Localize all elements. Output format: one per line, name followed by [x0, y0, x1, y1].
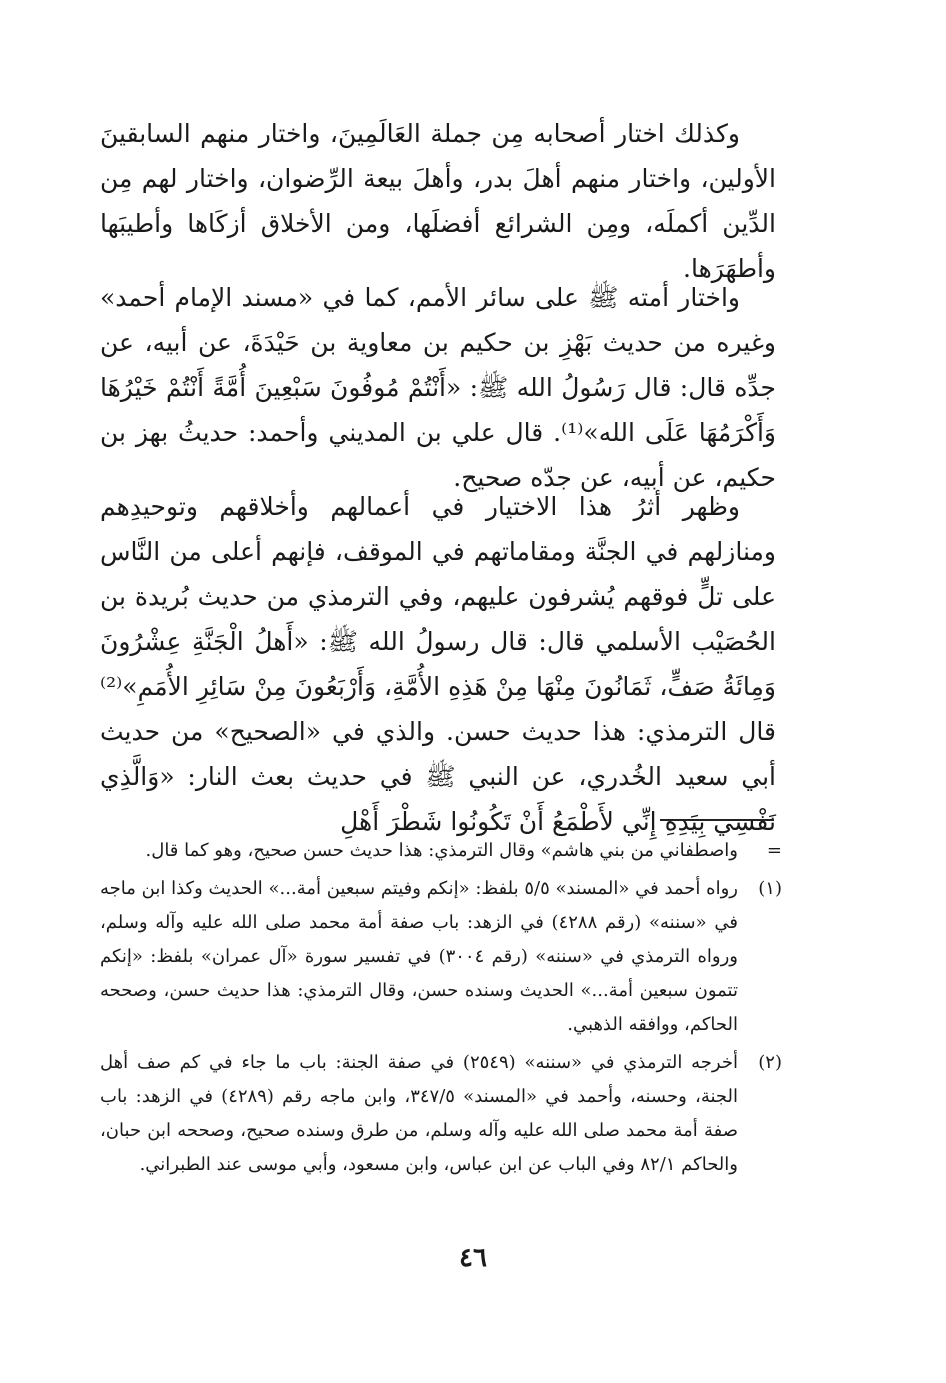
body-paragraph: [100, 275, 776, 500]
footnote-separator: [660, 819, 774, 821]
footnote-continuation: [100, 834, 782, 868]
footnotes: [100, 834, 782, 1186]
footnote-1: [100, 872, 782, 1042]
paragraph-text: وظهر أثرُ هذا الاختيار في أعمالهم وأخلاقهم وتوحيدِهم ومنازلهم في الجنَّة ومقاماتهم في الموقف، فإنهم أعلى من النَّاس على تلٍّ فوقهم يُشرفون عليهم، وفي الترمذي من حديث بُريدة بن الحُصَيْب الأسلمي قال: قال رسولُ الله ﷺ: «أَهلُ الْجَنَّةِ عِشْرُونَ وَمِائَةُ صَفٍّ، ثَمَانُونَ مِنْهَا مِنْ هَذِهِ الأُمَّةِ، وَأَرْبَعُونَ مِنْ سَائِرِ الأُمَمِ»⁽²⁾ قال الترمذي: هذا حديث حسن. والذي في «الصحيح» من حديث أبي سعيد الخُدري، عن النبي ﷺ في حديث بعث النار: «وَالَّذِي نَفْسِي بِيَدِهِ إِنِّي لأَطْمَعُ أَنْ تَكُونُوا شَطْرَ أَهْلِ: [100, 492, 776, 836]
footnote-2: [100, 1046, 782, 1182]
body-paragraph: [100, 111, 776, 291]
footnote-marker: (٢): [758, 1052, 782, 1073]
footnote-text: رواه أحمد في «المسند» ٥/٥ بلفظ: «إنكم وفيتم سبعين أمة...» الحديث وكذا ابن ماجه في «سننه» (رقم ٤٢٨٨) في الزهد: باب صفة أمة محمد صلى الله عليه وآله وسلم، ورواه الترمذي في «سننه» (رقم ٣٠٠٤) في تفسير سورة «آل عمران» بلفظ: «إنكم تتمون سبعين أمة...» الحديث وسنده حسن، وقال الترمذي: هذا حديث حسن، وصححه الحاكم، ووافقه الذهبي.: [100, 878, 739, 1035]
footnote-text: واصطفاني من بني هاشم» وقال الترمذي: هذا حديث حسن صحيح، وهو كما قال.: [145, 840, 738, 861]
paragraph-text: واختار أمته ﷺ على سائر الأمم، كما في «مسند الإمام أحمد» وغيره من حديث بَهْزِ بن حكيم بن معاوية بن حَيْدَةَ، عن أبيه، عن جدِّه قال: قال رَسُولُ الله ﷺ: «أَنْتُمْ مُوفُونَ سَبْعِينَ أُمَّةً أَنْتُمْ خَيْرُهَا وَأَكْرَمُهَا عَلَى الله»⁽¹⁾. قال علي بن المديني وأحمد: حديثُ بهز بن حكيم، عن أبيه، عن جدّه صحيح.: [100, 283, 776, 492]
body-paragraph: [100, 484, 776, 844]
paragraph-text: وكذلك اختار أصحابه مِن جملة العَالَمِينَ، واختار منهم السابقينَ الأولين، واختار منهم أهلَ بدر، وأهلَ بيعة الرِّضوان، واختار لهم مِن الدِّين أكملَه، ومِن الشرائع أفضلَها، ومن الأخلاق أزكَاها وأطيبَها وأطهَرَها.: [100, 119, 776, 283]
footnote-marker: =: [766, 840, 782, 861]
footnote-text: أخرجه الترمذي في «سننه» (٢٥٤٩) في صفة الجنة: باب ما جاء في كم صف أهل الجنة، وحسنه، وأحمد في «المسند» ٣٤٧/٥، وابن ماجه رقم (٤٢٨٩) في الزهد: باب صفة أمة محمد صلى الله عليه وآله وسلم، من طرق وسنده صحيح، وصححه ابن حبان، والحاكم ٨٢/١ وفي الباب عن ابن عباس، وابن مسعود، وأبي موسى عند الطبراني.: [100, 1052, 739, 1175]
page-number: ٤٦: [459, 1243, 487, 1273]
footnote-marker: (١): [758, 878, 782, 899]
